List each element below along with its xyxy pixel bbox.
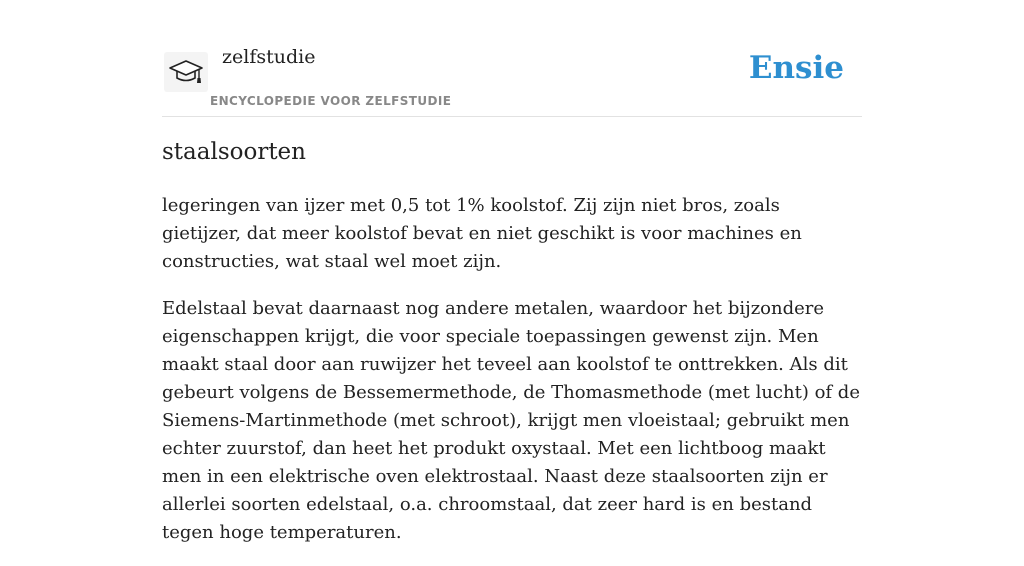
site-header <box>162 36 862 117</box>
site-logo[interactable] <box>164 52 208 92</box>
graduation-cap-icon <box>168 57 204 87</box>
article-paragraph: legeringen van ijzer met 0,5 tot 1% koolstof. Zij zijn niet bros, zoals gietijzer, dat meer koolstof bevat en niet geschikt is voor machines en constructies, wat staal wel moet zijn. <box>162 195 802 272</box>
article-title: staalsoorten <box>162 139 306 165</box>
article-paragraph: Edelstaal bevat daarnaast nog andere metalen, waardoor het bijzondere eigenschappen krijgt, die voor speciale toepassingen gewenst zijn. Men maakt staal door aan ruwijzer het teveel aan koolstof te onttrekken. Als dit gebeurt volgens de Bessemermethode, de Thomasmethode (met lucht) of de Siemens-Martinmethode (met schroot), krijgt men vloeistaal; gebruikt men echter zuurstof, dan heet het produkt oxystaal. Met een lichtboog maakt men in een elektrische oven elektrostaal. Naast deze staalsoorten zijn er allerlei soorten edelstaal, o.a. chroomstaal, dat zeer hard is en bestand tegen hoge temperaturen. <box>162 298 860 543</box>
site-tagline: ENCYCLOPEDIE VOOR ZELFSTUDIE <box>210 94 452 108</box>
ensie-brand-link[interactable]: Ensie <box>748 50 844 86</box>
article-body <box>162 192 864 566</box>
site-name[interactable]: zelfstudie <box>222 46 316 68</box>
